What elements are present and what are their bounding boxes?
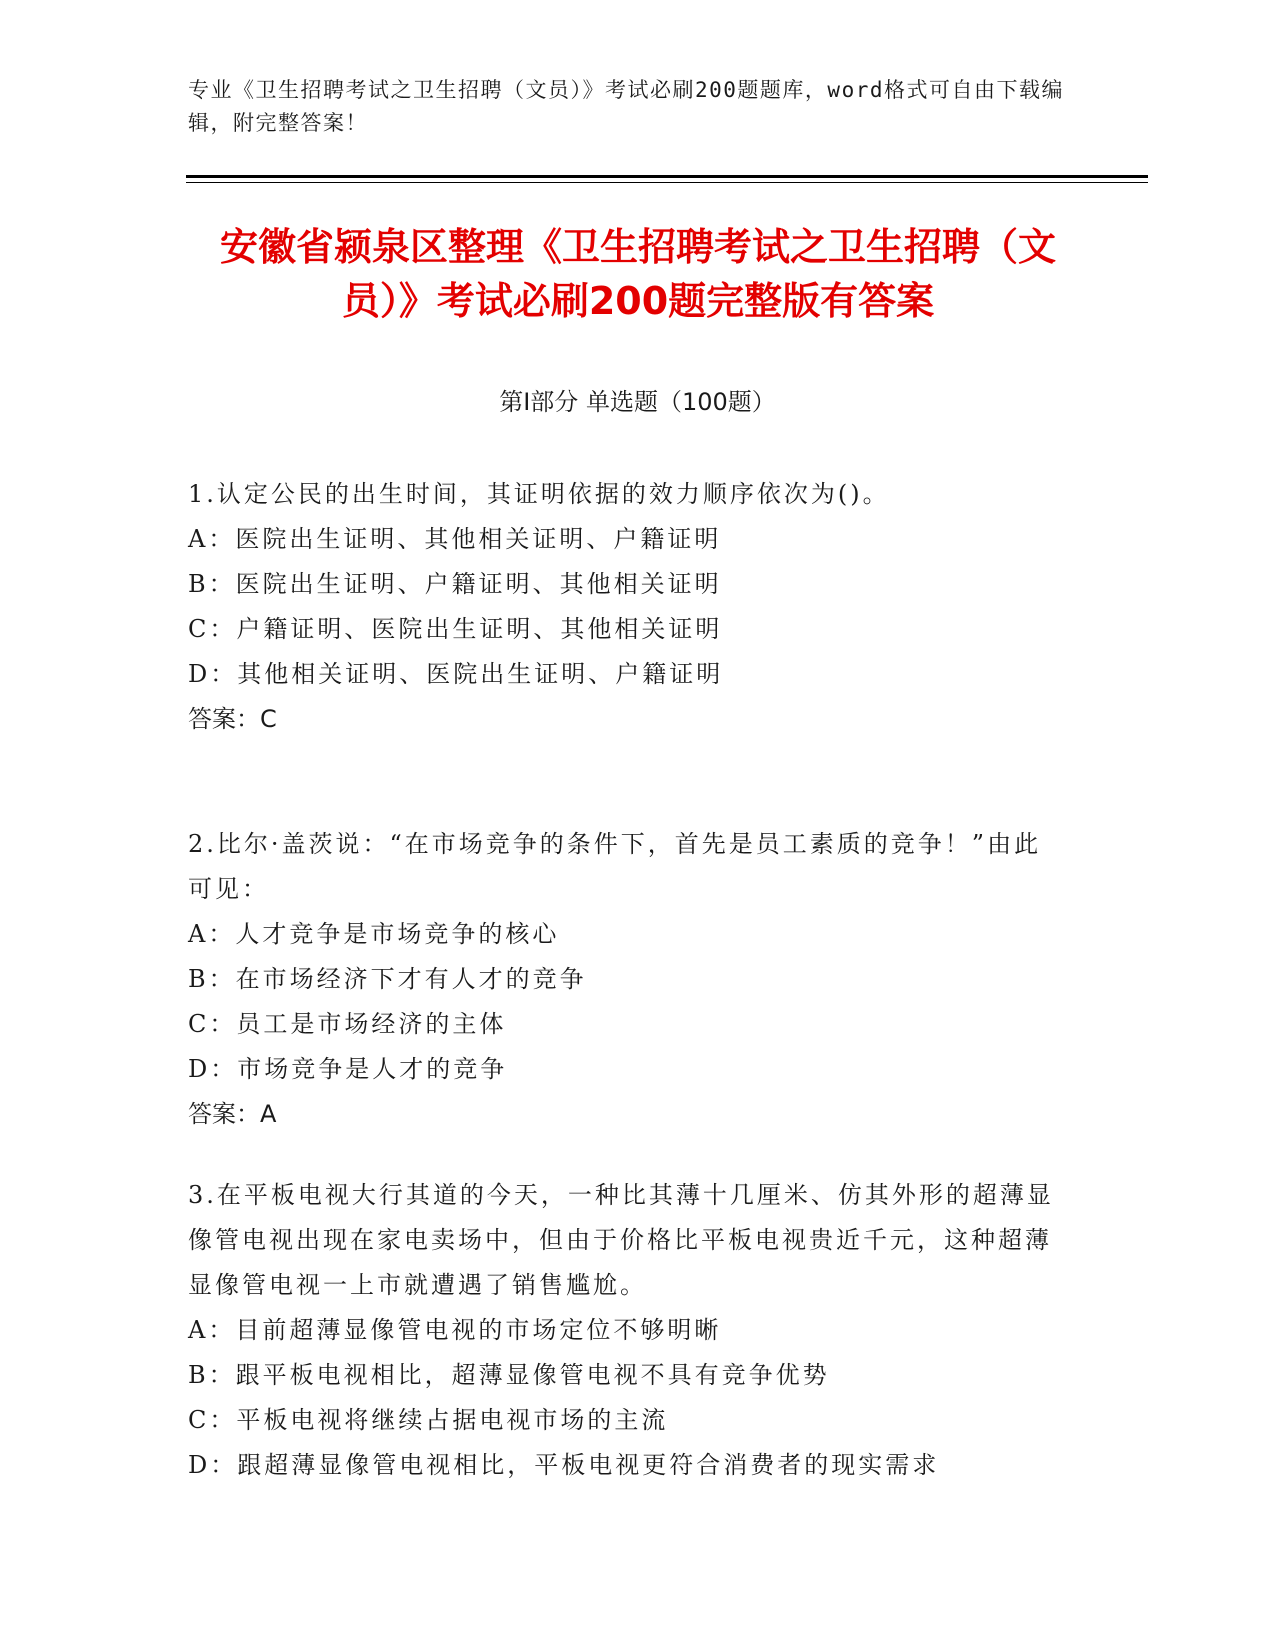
option-c: C：户籍证明、医院出生证明、其他相关证明 bbox=[188, 615, 723, 643]
option-c: C：员工是市场经济的主体 bbox=[188, 1010, 507, 1038]
answer: 答案：A bbox=[188, 1100, 277, 1128]
option-b: B：跟平板电视相比，超薄显像管电视不具有竞争优势 bbox=[188, 1361, 830, 1389]
question-stem: 1.认定公民的出生时间，其证明依据的效力顺序依次为()。 bbox=[188, 480, 890, 508]
option-d: D：其他相关证明、医院出生证明、户籍证明 bbox=[188, 660, 724, 688]
question-stem: 2.比尔·盖茨说：“在市场竞争的条件下，首先是员工素质的竞争！”由此可见： bbox=[188, 830, 1042, 903]
option-a: A：目前超薄显像管电视的市场定位不够明晰 bbox=[188, 1316, 722, 1344]
question-3 bbox=[188, 1173, 1068, 1488]
option-d: D：市场竞争是人才的竞争 bbox=[188, 1055, 508, 1083]
header-rule-thin bbox=[186, 182, 1148, 183]
option-a: A：医院出生证明、其他相关证明、户籍证明 bbox=[188, 525, 722, 553]
answer: 答案：C bbox=[188, 705, 277, 733]
document-title: 安徽省颍泉区整理《卫生招聘考试之卫生招聘（文员）》考试必刷200题完整版有答案 bbox=[219, 225, 1056, 323]
option-d: D：跟超薄显像管电视相比，平板电视更符合消费者的现实需求 bbox=[188, 1451, 940, 1479]
option-b: B：医院出生证明、户籍证明、其他相关证明 bbox=[188, 570, 722, 598]
section-heading: 第Ⅰ部分 单选题（100题） bbox=[499, 388, 776, 416]
header-rule-thick bbox=[186, 175, 1148, 178]
option-a: A：人才竞争是市场竞争的核心 bbox=[188, 920, 560, 948]
option-c: C：平板电视将继续占据电视市场的主流 bbox=[188, 1406, 669, 1434]
question-stem: 3.在平板电视大行其道的今天，一种比其薄十几厘米、仿其外形的超薄显像管电视出现在家电卖场中，但由于价格比平板电视贵近千元，这种超薄显像管电视一上市就遭遇了销售尴尬。 bbox=[188, 1181, 1054, 1299]
option-b: B：在市场经济下才有人才的竞争 bbox=[188, 965, 587, 993]
question-1 bbox=[188, 472, 1068, 742]
header-note: 专业《卫生招聘考试之卫生招聘（文员）》考试必刷200题题库，word格式可自由下载编辑，附完整答案！ bbox=[188, 78, 1064, 135]
question-2 bbox=[188, 822, 1068, 1137]
